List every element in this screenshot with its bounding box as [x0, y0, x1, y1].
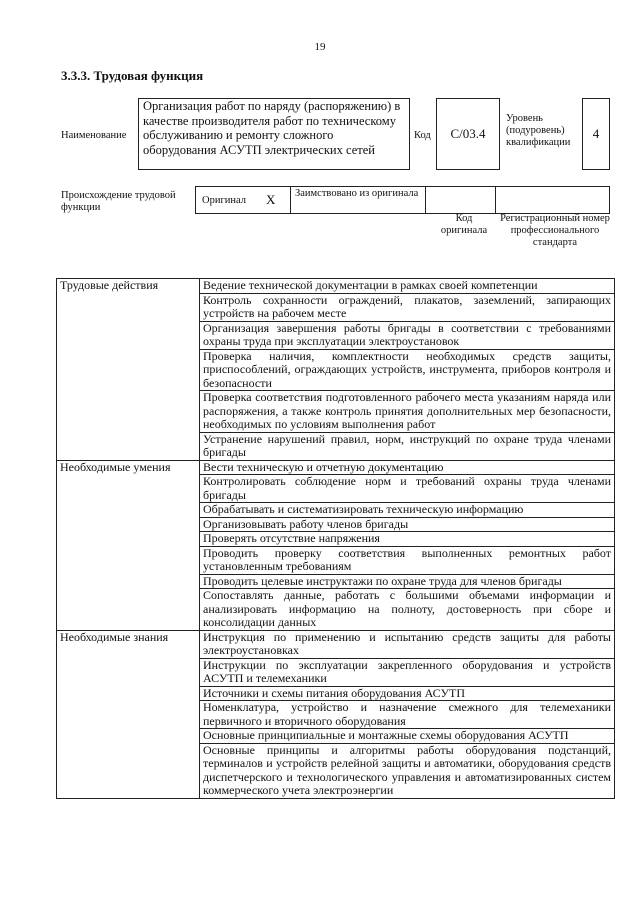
original-mark: Х — [266, 192, 276, 207]
page-number: 19 — [314, 41, 326, 53]
list-item: Проводить целевые инструктажи по охране труда для членов бригады — [200, 574, 615, 589]
list-item: Организация завершения работы бригады в соответствии с требованиями охраны труда при эксплуатации электроустановок — [200, 321, 615, 349]
name-label: Наименование — [61, 130, 127, 141]
code-original-label: Код оригинала — [440, 213, 488, 236]
list-item: Инструкции по эксплуатации закрепленного оборудования и устройств АСУТП и телемеханики — [200, 658, 615, 686]
list-item: Контролировать соблюдение норм и требований охраны труда членами бригады — [200, 475, 615, 503]
section-title: 3.3.3. Трудовая функция — [61, 68, 204, 83]
function-table — [56, 278, 615, 799]
origin-label: Происхождение трудовой функции — [61, 190, 176, 213]
list-item: Основные принципиальные и монтажные схемы оборудования АСУТП — [200, 729, 615, 744]
origin-row — [195, 186, 610, 214]
function-name-value: Организация работ по наряду (распоряжению) в качестве производителя работ по техническому обслуживанию и ремонту сложного оборудования АСУТП электрических сетей — [143, 99, 401, 157]
reg-number-label: Регистрационный номер профессионального стандарта — [500, 213, 610, 248]
function-name-box — [138, 98, 410, 170]
list-item: Ведение технической документации в рамках своей компетенции — [200, 279, 615, 294]
list-item: Устранение нарушений правил, норм, инструкций по охране труда членами бригады — [200, 432, 615, 460]
code-value: С/03.4 — [450, 126, 486, 141]
list-item: Проверка наличия, комплектности необходимых средств защиты, приспособлений, ограждающих устройств, инструмента, приборов контроля и безопасности — [200, 349, 615, 391]
list-item: Номенклатура, устройство и назначение смежного для телемеханики первичного и вторичного оборудования — [200, 701, 615, 729]
section-title-actions: Трудовые действия — [57, 279, 200, 461]
list-item: Сопоставлять данные, работать с большими объемами информации и анализировать информацию на полноту, достоверность при сборе и консолидации данных — [200, 589, 615, 631]
level-value: 4 — [592, 126, 600, 141]
list-item: Источники и схемы питания оборудования АСУТП — [200, 686, 615, 701]
table-row — [57, 279, 615, 294]
list-item: Проверка соответствия подготовленного рабочего места указаниям наряда или распоряжения, а также контроль принятия дополнительных мер безопасности, необходимых по условиям выполнения работ — [200, 391, 615, 433]
list-item: Проводить проверку соответствия выполненных ремонтных работ установленным требованиям — [200, 546, 615, 574]
code-box — [436, 98, 500, 170]
original-cell — [196, 187, 291, 213]
code-original-cell — [426, 187, 496, 213]
borrowed-cell — [291, 187, 426, 213]
section-title-skills: Необходимые умения — [57, 460, 200, 630]
original-label: Оригинал — [202, 195, 246, 206]
list-item: Основные принципы и алгоритмы работы оборудования подстанций, терминалов и устройств релейной защиты и автоматики, оборудования средств диспетчерского и технологического управления и автоматизированных систем коммерческого учета электроэнергии — [200, 743, 615, 798]
list-item: Обрабатывать и систематизировать техническую информацию — [200, 503, 615, 518]
borrowed-label: Заимствовано из оригинала — [295, 188, 419, 199]
section-title-knowledge: Необходимые знания — [57, 630, 200, 798]
level-box — [582, 98, 610, 170]
table-row — [57, 630, 615, 658]
list-item: Вести техническую и отчетную документацию — [200, 460, 615, 475]
reg-number-cell — [496, 187, 609, 213]
list-item: Организовывать работу членов бригады — [200, 517, 615, 532]
list-item: Инструкция по применению и испытанию средств защиты для работы электроустановках — [200, 630, 615, 658]
table-row — [57, 460, 615, 475]
list-item: Контроль сохранности ограждений, плакатов, заземлений, запирающих устройств на рабочем месте — [200, 293, 615, 321]
code-label: Код — [414, 130, 431, 141]
list-item: Проверять отсутствие напряжения — [200, 532, 615, 547]
level-label: Уровень (подуровень) квалификации — [506, 113, 571, 148]
